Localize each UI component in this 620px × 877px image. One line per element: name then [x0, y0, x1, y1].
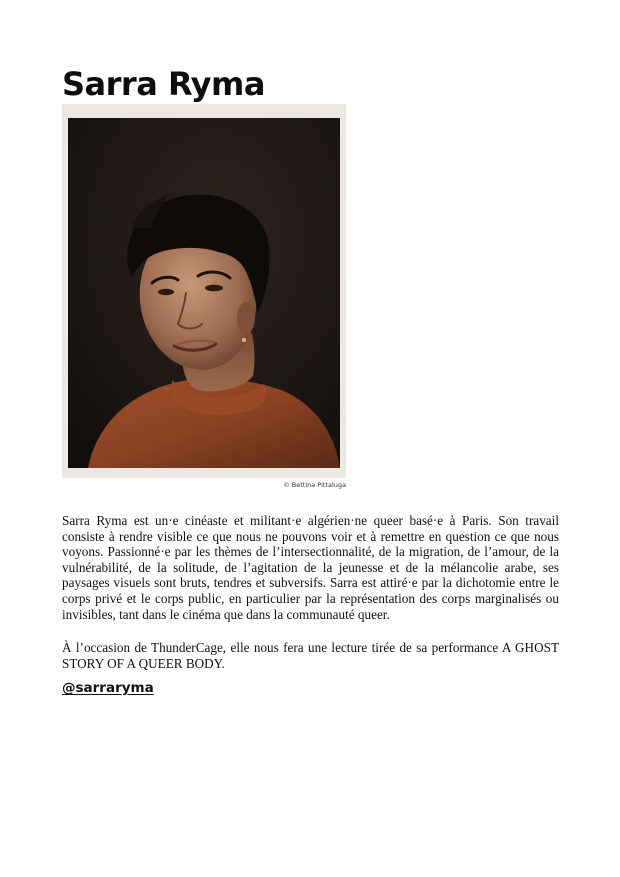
portrait-photo-frame	[62, 104, 346, 478]
portrait-photo	[68, 118, 340, 468]
photo-credit: © Bettina Pittaluga	[283, 481, 346, 489]
social-handle-link[interactable]: @sarraryma	[62, 680, 154, 696]
page-title: Sarra Ryma	[62, 65, 265, 103]
event-paragraph: À l’occasion de ThunderCage, elle nous fera une lecture tirée de sa performance A GHOST STORY OF A QUEER BODY.	[62, 640, 559, 671]
bio-paragraph: Sarra Ryma est un·e cinéaste et militant·e algérien·ne queer basé·e à Paris. Son travail consiste à rendre visible ce que nous ne pouvons voir et à remettre en question ce que nous voyons. Passionné·e par les thèmes de l’intersectionnalité, de la migration, de l’amour, de la vulnérabilité, de la solitude, de l’agitation de la jeunesse et de la mélancolie arabe, ses paysages visuels sont bruts, tendres et subversifs. Sarra est attiré·e par la dichotomie entre le corps privé et le corps public, en particulier par la représentation des corps marginalisés ou invisibles, tant dans le cinéma que dans la communauté queer.	[62, 513, 559, 622]
